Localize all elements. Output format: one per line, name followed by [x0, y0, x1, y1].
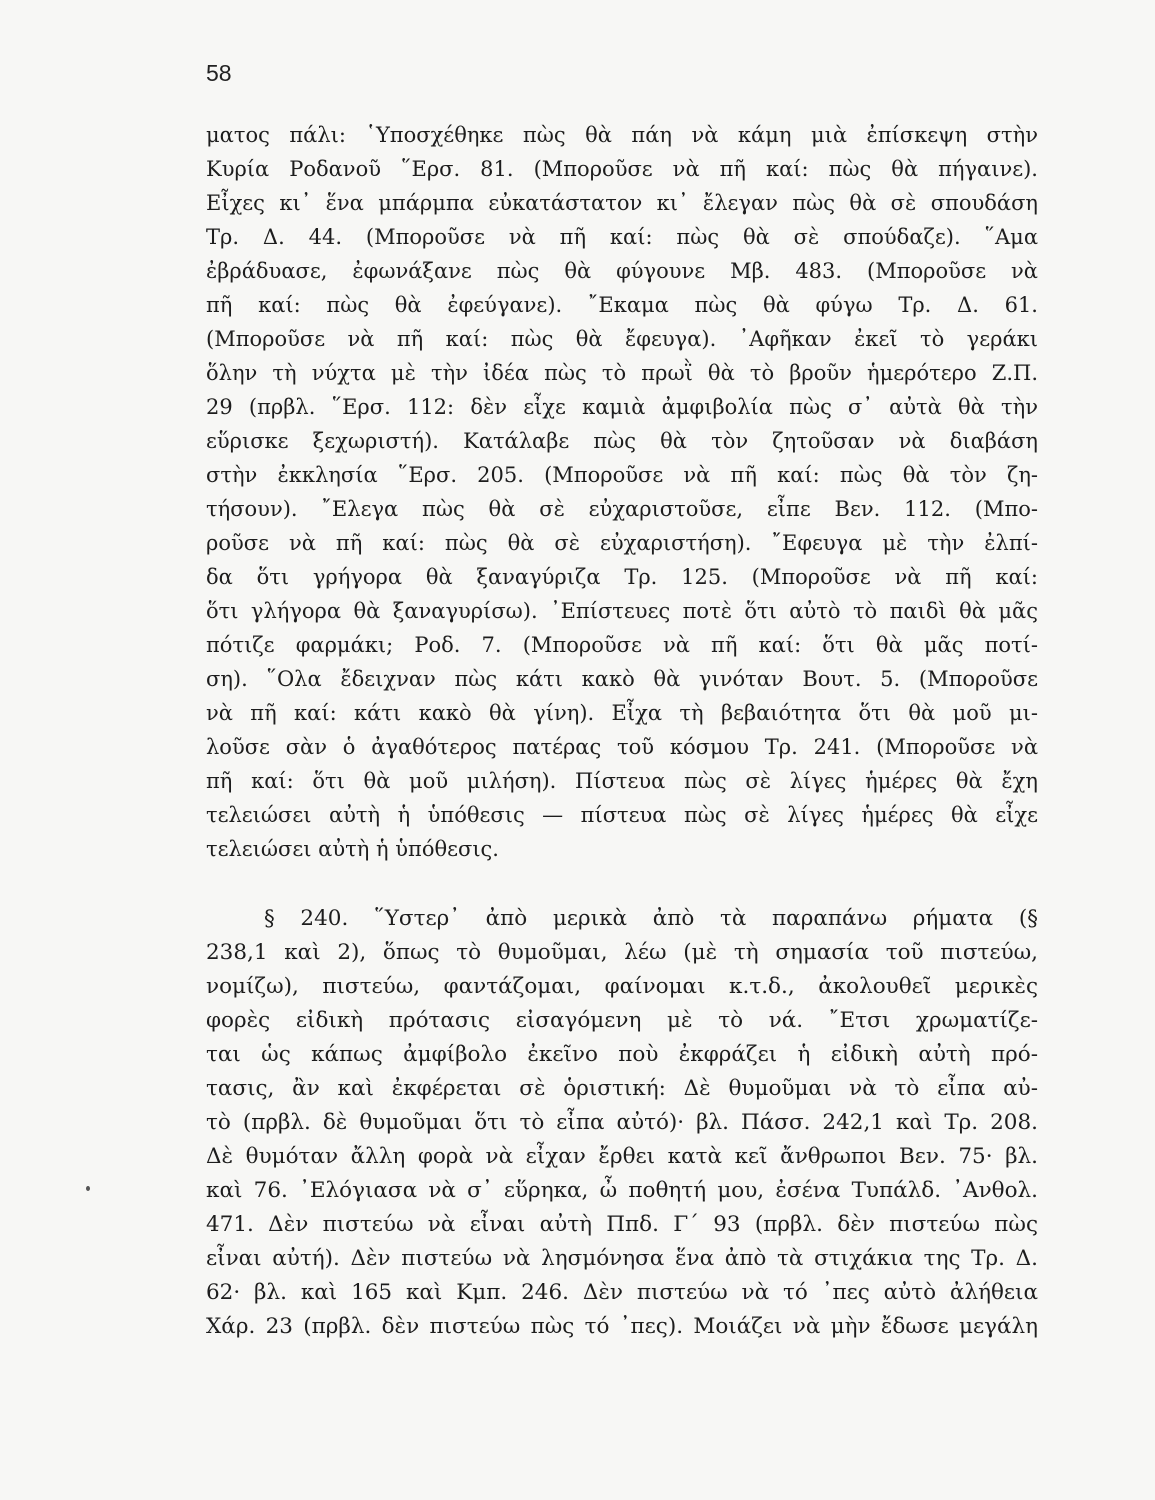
text-line: καὶ 76. ᾿Ελόγιασα νὰ σ᾽ εὕρηκα, ὦ ποθητή μου, ἐσένα Τυπάλδ. ᾿Ανθολ. — [206, 1178, 1038, 1203]
text-line: 29 (πρβλ. ῞Ερσ. 112: δὲν εἶχε καμιὰ ἀμφιβολία πὼς σ᾽ αὐτὰ θὰ τὴν — [206, 395, 1038, 419]
text-line: πῆ καί: πὼς θὰ ἐφεύγανε). ῎Εκαμα πὼς θὰ φύγω Τρ. Δ. 61. — [206, 293, 1038, 317]
text-line: 62· βλ. καὶ 165 καὶ Κμπ. 246. Δὲν πιστεύω νὰ τό ᾽πες αὐτὸ ἀλήθεια — [206, 1280, 1038, 1305]
text-line: λοῦσε σὰν ὁ ἀγαθότερος πατέρας τοῦ κόσμου Τρ. 241. (Μποροῦσε νὰ — [206, 735, 1038, 759]
text-line: τασις, ἂν καὶ ἐκφέρεται σὲ ὁριστική: Δὲ θυμοῦμαι νὰ τὸ εἶπα αὐ- — [206, 1076, 1038, 1101]
text-line: εὕρισκε ξεχωριστή). Κατάλαβε πὼς θὰ τὸν ζητοῦσαν νὰ διαβάση — [206, 429, 1038, 453]
text-line: ἐβράδυασε, ἐφωνάξανε πὼς θὰ φύγουνε Μβ. 483. (Μποροῦσε νὰ — [206, 259, 1038, 283]
text-line: ματος πάλι: ῾Υποσχέθηκε πὼς θὰ πάη νὰ κάμη μιὰ ἐπίσκεψη στὴν — [206, 123, 1038, 147]
text-line: Κυρία Ροδανοῦ ῞Ερσ. 81. (Μποροῦσε νὰ πῆ καί: πὼς θὰ πήγαινε). — [206, 157, 1038, 181]
text-line: φορὲς εἰδικὴ πρότασις εἰσαγόμενη μὲ τὸ νά. ῎Ετσι χρωματίζε- — [206, 1008, 1038, 1033]
text-line: στὴν ἐκκλησία ῞Ερσ. 205. (Μποροῦσε νὰ πῆ καί: πὼς θὰ τὸν ζη- — [206, 463, 1038, 487]
text-line: ὅλην τὴ νύχτα μὲ τὴν ἰδέα πὼς τὸ πρωῒ θὰ τὸ βροῦν ἡμερότερο Ζ.Π. — [206, 361, 1038, 385]
scan-speck — [86, 1186, 90, 1191]
text-line: τελειώσει αὐτὴ ἡ ὑπόθεσις — πίστευα πὼς σὲ λίγες ἡμέρες θὰ εἶχε — [206, 803, 1038, 827]
text-line: 471. Δὲν πιστεύω νὰ εἶναι αὐτὴ Ππδ. Γ΄ 93 (πρβλ. δὲν πιστεύω πὼς — [206, 1212, 1038, 1237]
text-line: εἶναι αὐτή). Δὲν πιστεύω νὰ λησμόνησα ἕνα ἀπὸ τὰ στιχάκια της Τρ. Δ. — [206, 1246, 1038, 1271]
text-line: τήσουν). ῎Ελεγα πὼς θὰ σὲ εὐχαριστοῦσε, εἶπε Βεν. 112. (Μπο- — [206, 497, 1038, 521]
text-line: πῆ καί: ὅτι θὰ μοῦ μιλήση). Πίστευα πὼς σὲ λίγες ἡμέρες θὰ ἔχη — [206, 769, 1038, 793]
text-line: Εἶχες κι᾽ ἕνα μπάρμπα εὐκατάστατον κι᾽ ἔλεγαν πὼς θὰ σὲ σπουδάση — [206, 191, 1038, 215]
page-number: 58 — [206, 60, 232, 86]
text-line: νομίζω), πιστεύω, φαντάζομαι, φαίνομαι κ.τ.δ., ἀκολουθεῖ μερικὲς — [206, 974, 1038, 999]
text-line: ται ὡς κάπως ἀμφίβολο ἐκεῖνο ποὺ ἐκφράζει ἡ εἰδικὴ αὐτὴ πρό- — [206, 1042, 1038, 1067]
text-line: ροῦσε νὰ πῆ καί: πὼς θὰ σὲ εὐχαριστήση). ῎Εφευγα μὲ τὴν ἐλπί- — [206, 531, 1038, 555]
text-line: νὰ πῆ καί: κάτι κακὸ θὰ γίνη). Εἶχα τὴ βεβαιότητα ὅτι θὰ μοῦ μι- — [206, 701, 1038, 725]
text-line: ση). ῞Ολα ἔδειχναν πὼς κάτι κακὸ θὰ γινόταν Βουτ. 5. (Μποροῦσε — [206, 667, 1038, 691]
text-line: ὅτι γλήγορα θὰ ξαναγυρίσω). ᾿Επίστευες ποτὲ ὅτι αὐτὸ τὸ παιδὶ θὰ μᾶς — [206, 599, 1038, 623]
text-line: (Μποροῦσε νὰ πῆ καί: πὼς θὰ ἔφευγα). ᾿Αφῆκαν ἐκεῖ τὸ γεράκι — [206, 327, 1038, 351]
section-heading-line: § 240. ῞Υστερ᾽ ἀπὸ μερικὰ ἀπὸ τὰ παραπάνω ρήματα (§ — [264, 906, 1038, 931]
text-line: Τρ. Δ. 44. (Μποροῦσε νὰ πῆ καί: πὼς θὰ σὲ σπούδαζε). ῞Αμα — [206, 225, 1038, 249]
text-line: Δὲ θυμόταν ἄλλη φορὰ νὰ εἶχαν ἔρθει κατὰ κεῖ ἄνθρωποι Βεν. 75· βλ. — [206, 1144, 1038, 1169]
text-line: Χάρ. 23 (πρβλ. δὲν πιστεύω πὼς τό ᾽πες). Μοιάζει νὰ μὴν ἔδωσε μεγάλη — [206, 1314, 1038, 1339]
text-line: 238,1 καὶ 2), ὅπως τὸ θυμοῦμαι, λέω (μὲ τὴ σημασία τοῦ πιστεύω, — [206, 940, 1038, 965]
text-line: πότιζε φαρμάκι; Ροδ. 7. (Μποροῦσε νὰ πῆ καί: ὅτι θὰ μᾶς ποτί- — [206, 633, 1038, 657]
text-line: τελειώσει αὐτὴ ἡ ὑπόθεσις. — [206, 837, 499, 861]
text-line: τὸ (πρβλ. δὲ θυμοῦμαι ὅτι τὸ εἶπα αὐτό)· βλ. Πάσσ. 242,1 καὶ Τρ. 208. — [206, 1110, 1038, 1135]
text-line: δα ὅτι γρήγορα θὰ ξαναγύριζα Τρ. 125. (Μποροῦσε νὰ πῆ καί: — [206, 565, 1038, 589]
